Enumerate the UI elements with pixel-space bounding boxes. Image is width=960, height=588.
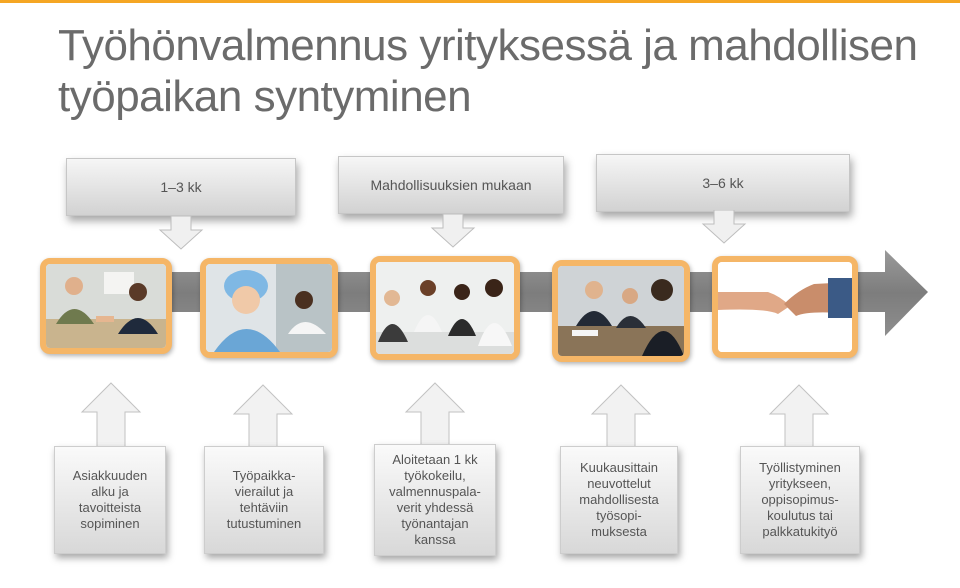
up-arrow-icon <box>80 382 142 448</box>
top-accent-line <box>0 0 960 3</box>
step-box-5: Työllistyminen yritykseen, oppisopimus- koulutus tai palkkatukityö <box>740 446 860 554</box>
business-meeting-photo <box>552 260 690 362</box>
up-arrow-icon <box>590 384 652 450</box>
up-arrow-icon <box>404 382 466 448</box>
down-arrow-icon <box>701 210 747 244</box>
meeting-handshake-photo <box>40 258 172 354</box>
up-arrow-icon <box>768 384 830 450</box>
callout-1-3-kk: 1–3 kk <box>66 158 296 216</box>
step-box-2: Työpaikka- vierailut ja tehtäviin tutustuminen <box>204 446 324 554</box>
handshake-photo <box>712 256 858 358</box>
group-discussion-photo <box>370 256 520 360</box>
down-arrow-icon <box>158 216 204 250</box>
callout-mahdollisuuksien-mukaan: Mahdollisuuksien mukaan <box>338 156 564 214</box>
down-arrow-icon <box>430 214 476 248</box>
step-box-4: Kuukausittain neuvottelut mahdollisesta työsopi- muksesta <box>560 446 678 554</box>
step-box-1: Asiakkuuden alku ja tavoitteista sopiminen <box>54 446 166 554</box>
callout-3-6-kk: 3–6 kk <box>596 154 850 212</box>
step-box-3: Aloitetaan 1 kk työkokeilu, valmennuspala- verit yhdessä työnantajan kanssa <box>374 444 496 556</box>
up-arrow-icon <box>232 384 294 450</box>
nurse-photo <box>200 258 338 358</box>
page-title: Työhönvalmennus yrityksessä ja mahdollisen työpaikan syntyminen <box>58 21 918 121</box>
